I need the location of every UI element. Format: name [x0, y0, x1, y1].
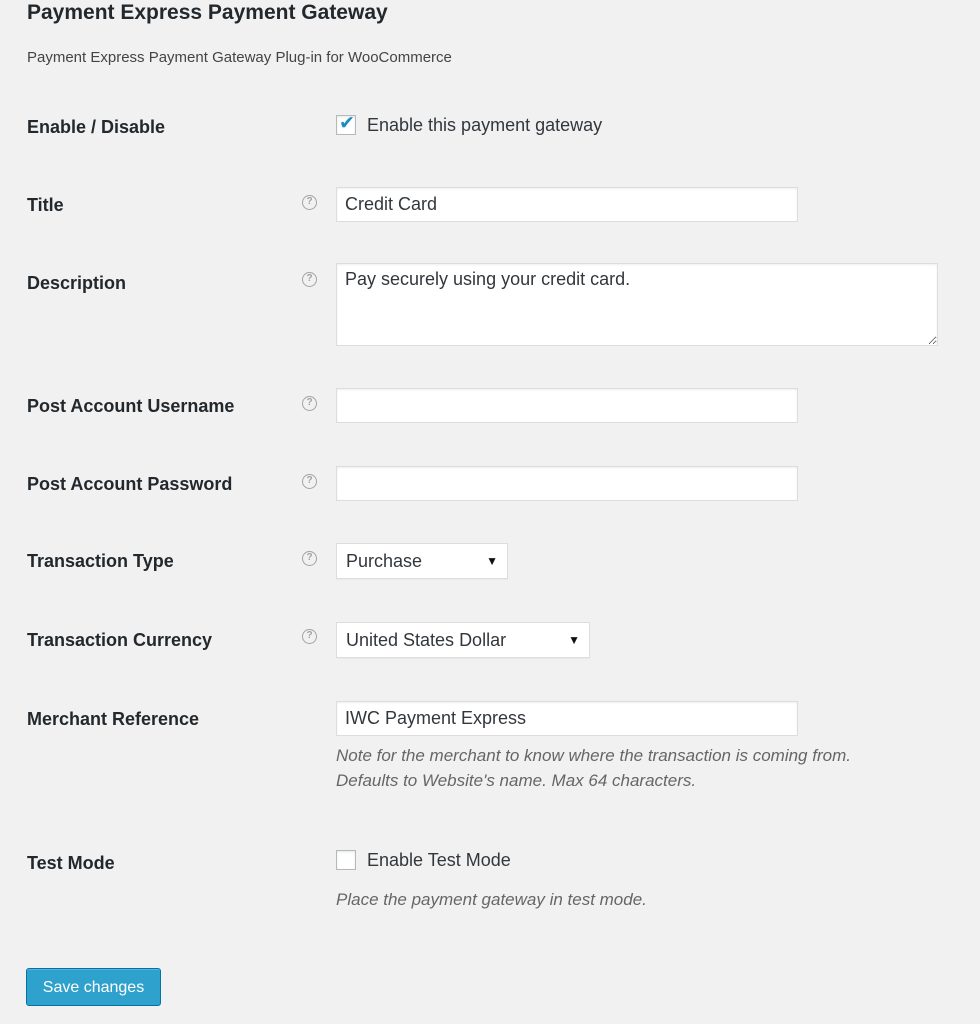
- page-title: Payment Express Payment Gateway: [27, 1, 388, 24]
- description-label: Description: [27, 273, 127, 293]
- transaction-currency-label: Transaction Currency: [27, 630, 213, 650]
- caret-down-icon: ▼: [568, 633, 580, 647]
- test-mode-checkbox[interactable]: [336, 850, 356, 870]
- test-mode-label: Test Mode: [27, 853, 115, 873]
- help-icon[interactable]: ?: [302, 629, 317, 644]
- page-subtitle: Payment Express Payment Gateway Plug-in for WooCommerce: [27, 49, 452, 66]
- transaction-type-selected: Purchase: [346, 551, 423, 571]
- help-icon[interactable]: ?: [302, 551, 317, 566]
- caret-down-icon: ▼: [486, 554, 498, 568]
- password-input[interactable]: [336, 466, 798, 501]
- help-icon[interactable]: ?: [302, 195, 317, 210]
- help-icon[interactable]: ?: [302, 396, 317, 411]
- save-changes-button[interactable]: Save changes: [26, 968, 161, 1006]
- test-mode-checkbox-label[interactable]: Enable Test Mode: [367, 850, 511, 870]
- username-label: Post Account Username: [27, 396, 235, 416]
- enable-disable-label: Enable / Disable: [27, 117, 166, 137]
- title-input[interactable]: [336, 187, 798, 222]
- help-icon[interactable]: ?: [302, 272, 317, 287]
- merchant-reference-description-line2: Defaults to Website's name. Max 64 characters.: [336, 771, 697, 790]
- transaction-currency-select[interactable]: [336, 622, 590, 658]
- transaction-type-select[interactable]: [336, 543, 508, 579]
- username-input[interactable]: [336, 388, 798, 423]
- enable-gateway-checkbox[interactable]: [336, 115, 356, 135]
- merchant-reference-label: Merchant Reference: [27, 709, 200, 729]
- description-textarea[interactable]: [336, 263, 938, 346]
- help-icon[interactable]: ?: [302, 474, 317, 489]
- merchant-reference-description: [336, 743, 936, 793]
- password-label: Post Account Password: [27, 474, 233, 494]
- test-mode-description: Place the payment gateway in test mode.: [336, 890, 647, 909]
- merchant-reference-input[interactable]: [336, 701, 798, 736]
- transaction-type-label: Transaction Type: [27, 551, 174, 571]
- checkmark-icon: ✔: [339, 113, 355, 134]
- merchant-reference-description-line1: Note for the merchant to know where the transaction is coming from.: [336, 746, 851, 765]
- title-label: Title: [27, 195, 64, 215]
- enable-gateway-checkbox-label[interactable]: Enable this payment gateway: [367, 115, 603, 135]
- transaction-currency-selected: United States Dollar: [346, 630, 507, 650]
